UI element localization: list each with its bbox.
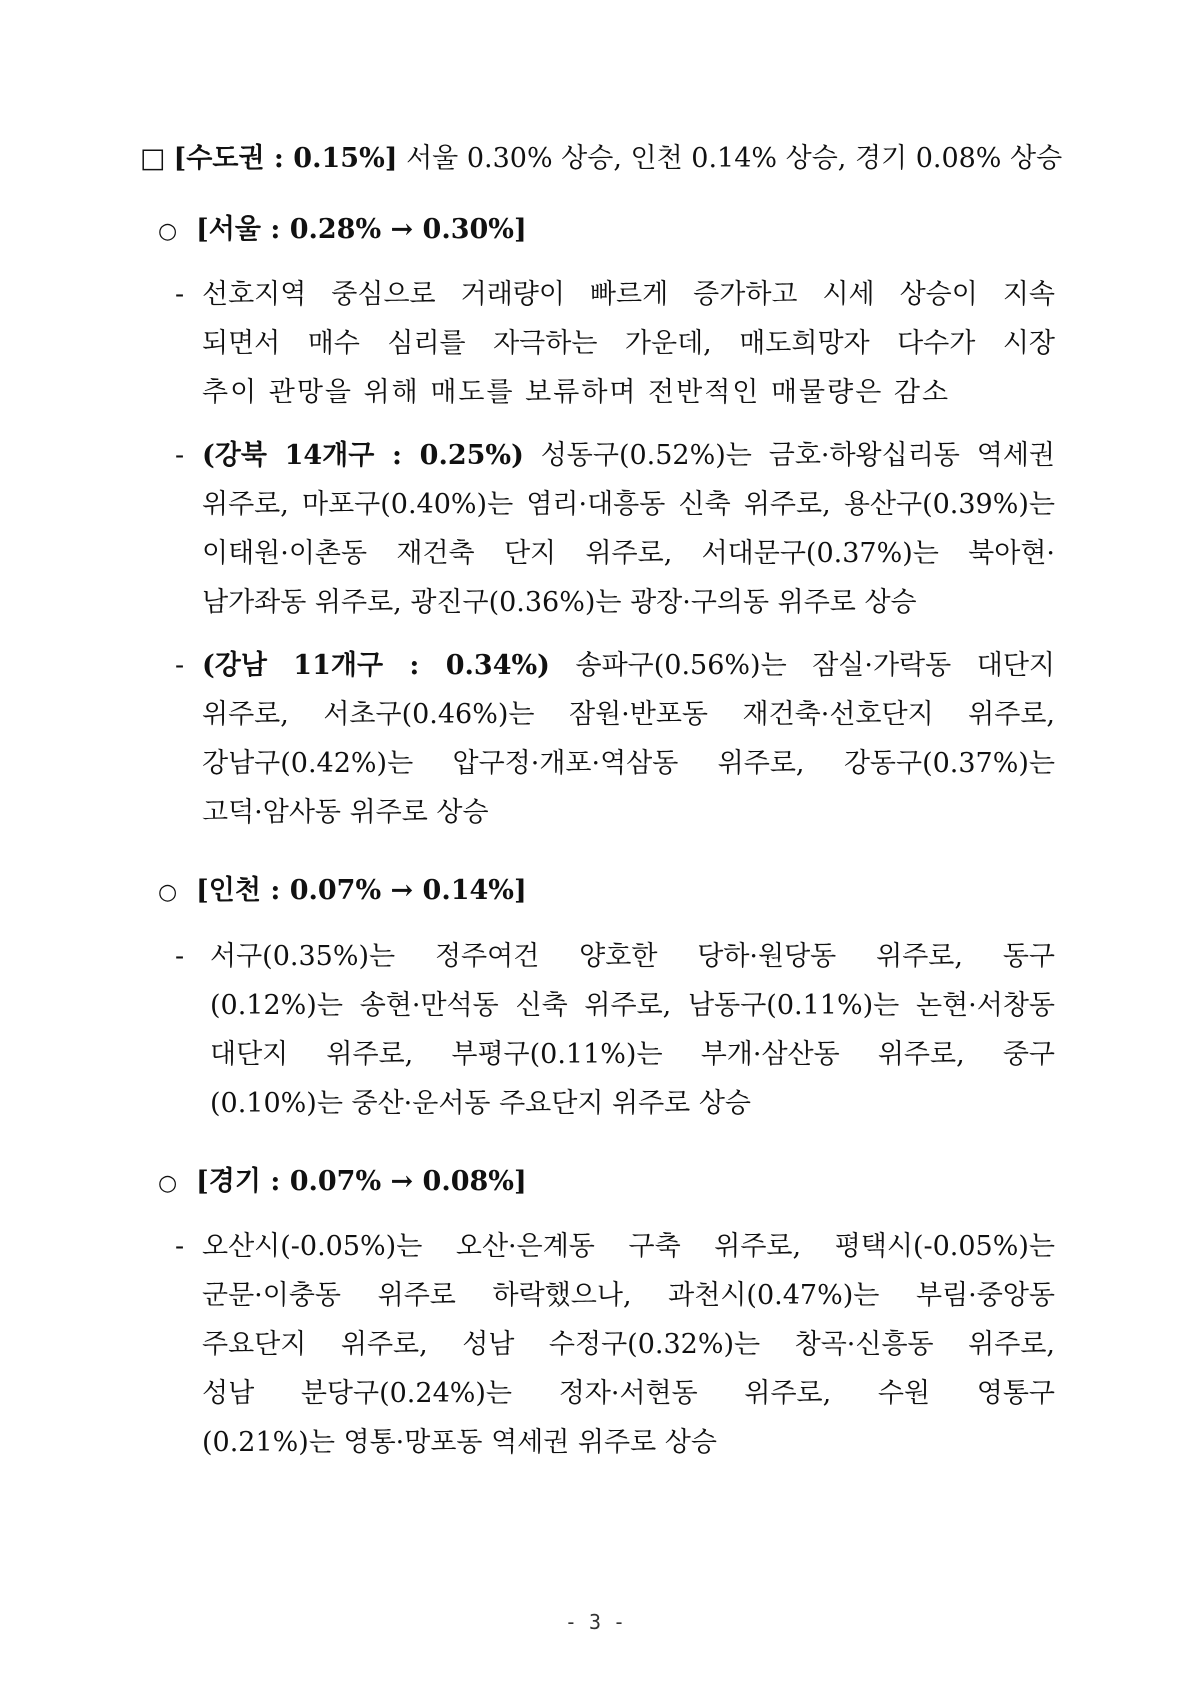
circle-bullet-icon: ○	[158, 219, 178, 244]
paragraph-line: 군문·이충동 위주로 하락했으나, 과천시(0.47%)는 부림·중앙동	[202, 1280, 1055, 1311]
page-number: - 3 -	[564, 1610, 626, 1634]
paragraph-line: 강남구(0.42%)는 압구정·개포·역삼동 위주로, 강동구(0.37%)는	[202, 748, 1055, 779]
dash-bullet: -	[175, 279, 185, 310]
paragraph-line: (0.12%)는 송현·만석동 신축 위주로, 남동구(0.11%)는 논현·서창동	[210, 990, 1055, 1021]
section-heading	[140, 139, 1063, 179]
paragraph-line: 이태원·이촌동 재건축 단지 위주로, 서대문구(0.37%)는 북아현·	[202, 538, 1055, 569]
paragraph-line: 위주로, 서초구(0.46%)는 잠원·반포동 재건축·선호단지 위주로,	[202, 699, 1055, 730]
circle-bullet-icon: ○	[158, 880, 178, 905]
paragraph-line: (강남 11개구 : 0.34%) 송파구(0.56%)는 잠실·가락동 대단지	[202, 650, 1055, 681]
paragraph-line: 오산시(-0.05%)는 오산·은계동 구축 위주로, 평택시(-0.05%)는	[202, 1231, 1055, 1262]
paragraph-line: 주요단지 위주로, 성남 수정구(0.32%)는 창곡·신흥동 위주로,	[202, 1329, 1055, 1360]
paragraph-line: (0.21%)는 영통·망포동 역세권 위주로 상승	[202, 1427, 717, 1458]
dash-bullet: -	[175, 650, 185, 681]
dash-bullet: -	[175, 941, 185, 972]
dash-bullet: -	[175, 1231, 185, 1262]
subsection-title-seoul: ○ [서울 : 0.28% → 0.30%]	[158, 210, 527, 250]
paragraph-line: 선호지역 중심으로 거래량이 빠르게 증가하고 시세 상승이 지속	[202, 279, 1055, 310]
paragraph-line: (강북 14개구 : 0.25%) 성동구(0.52%)는 금호·하왕십리동 역세권	[202, 440, 1055, 471]
paragraph-line: 위주로, 마포구(0.40%)는 염리·대흥동 신축 위주로, 용산구(0.39%)는	[202, 489, 1055, 520]
district-group-label: (강북 14개구 : 0.25%)	[202, 440, 524, 471]
paragraph-line: 성남 분당구(0.24%)는 정자·서현동 위주로, 수원 영통구	[202, 1378, 1055, 1409]
heading-region-label: [수도권 : 0.15%]	[173, 143, 398, 174]
checkbox-square-icon: □	[140, 143, 166, 174]
dash-bullet: -	[175, 440, 185, 471]
paragraph-line: (0.10%)는 중산·운서동 주요단지 위주로 상승	[210, 1088, 751, 1119]
heading-summary: 서울 0.30% 상승, 인천 0.14% 상승, 경기 0.08% 상승	[397, 143, 1063, 174]
paragraph-line: 서구(0.35%)는 정주여건 양호한 당하·원당동 위주로, 동구	[210, 941, 1055, 972]
district-group-label: (강남 11개구 : 0.34%)	[202, 650, 550, 681]
subsection-title-incheon: ○ [인천 : 0.07% → 0.14%]	[158, 871, 527, 911]
paragraph-line: 추이 관망을 위해 매도를 보류하며 전반적인 매물량은 감소	[202, 377, 951, 408]
circle-bullet-icon: ○	[158, 1171, 178, 1196]
paragraph-line: 대단지 위주로, 부평구(0.11%)는 부개·삼산동 위주로, 중구	[210, 1039, 1055, 1070]
paragraph-line: 남가좌동 위주로, 광진구(0.36%)는 광장·구의동 위주로 상승	[202, 587, 917, 618]
paragraph-line: 되면서 매수 심리를 자극하는 가운데, 매도희망자 다수가 시장	[202, 328, 1055, 359]
subsection-title-gyeonggi: ○ [경기 : 0.07% → 0.08%]	[158, 1162, 527, 1202]
paragraph-line: 고덕·암사동 위주로 상승	[202, 797, 489, 828]
